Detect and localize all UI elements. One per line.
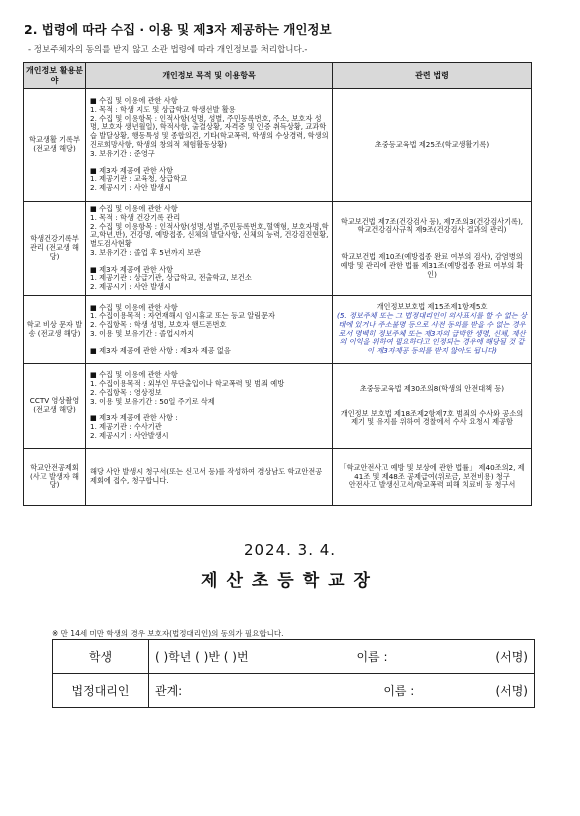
table-row <box>24 296 532 364</box>
guardian-name-label[interactable]: 이름 : <box>383 684 415 698</box>
collect-line: 3. 보유기간 : 준영구 <box>90 148 155 158</box>
collect-heading: ■ 수집 및 이용에 관한 사항 <box>90 96 178 106</box>
row-purpose <box>86 449 333 506</box>
row-law <box>333 449 532 506</box>
law-line: 「학교안전사고 예방 및 보상에 관한 법률」 제40조의2, 제41조 및 제48조 공제급여(위로금, 보전비용) 청구 <box>339 462 525 481</box>
law-line: 초중등교육법 제30조의8(학생의 안전대책 등) <box>359 383 505 393</box>
table-header-row <box>24 63 532 89</box>
student-row <box>53 640 535 674</box>
law-note: (5. 정보주체 또는 그 법정대리인이 의사표시를 할 수 없는 상태에 있거나 주소불명 등으로 사전 동의를 받을 수 없는 경우로서 명백히 정보주체 또는 제3자의 급박한 생명, 신체, 재산의 이익을 위하여 필요하다고 인정되는 경우에 해당될 것 같이 제3자제공 동의를 받지 않아도 됩니다) <box>337 310 527 356</box>
collect-line: 1. 수집이용목적 : 자연재해시 임시휴교 또는 등교 알림문자 <box>90 311 275 321</box>
personal-info-table <box>23 62 532 506</box>
header-law: 관련 법령 <box>333 63 532 89</box>
row-law <box>333 296 532 364</box>
provide-line: 1. 제공기관 : 수사기관 <box>90 422 162 432</box>
row-purpose <box>86 296 333 364</box>
row-law <box>333 364 532 449</box>
header-purpose: 개인정보 목적 및 이용항목 <box>86 63 333 89</box>
law-line: 학교보건법 제10조(예방접종 완료 여부의 검사), 감염병의 예방 및 관리에 관한 법률 제31조(예방접종 완료 여부의 확인) <box>340 252 524 279</box>
provide-line: 1. 제공기관 : 교육청, 상급학교 <box>90 174 188 184</box>
law-line: 학교보건법 제7조(건강검사 등), 제7조의3(건강검사기록), 학교건강검사규칙 제9조(건강검사 결과의 관리) <box>340 216 524 235</box>
purpose-text: 해당 사안 발생시 청구서(또는 신고서 등)를 작성하여 경상남도 학교안전공제회에 접수, 청구합니다. <box>90 467 323 486</box>
row-law <box>333 89 532 202</box>
collect-heading: ■ 수집 및 이용에 관한 사항 <box>90 370 178 380</box>
law-line: 개인정보보호법 제15조제1항제5호 <box>376 302 488 312</box>
law-line: 개인정보 보호법 제18조제2항제7호 범죄의 수사와 공소의 제기 및 유지를 위하여 경찰에서 수사 요청시 제공함 <box>340 408 524 427</box>
provide-line: 1. 제공기관 : 상급기관, 상급학교, 전출학교, 보건소 <box>90 273 252 283</box>
collect-line: 2. 수집 및 이용항목 : 인적사항(성명,성별,주민등록번호,혈액형, 보호자명,학교,학년,반), 건강명, 예방접종, 신체의 발달사항, 신체의 능력, 건강검진현황, 별도검사현황 <box>90 221 329 249</box>
row-category: CCTV 영상촬영 (전교생 해당) <box>24 364 86 449</box>
consent-note: ※ 만 14세 미만 학생의 경우 보호자(법정대리인)의 동의가 필요합니다. <box>52 629 284 638</box>
guardian-sign-label[interactable]: (서명) <box>495 684 528 698</box>
row-law <box>333 202 532 296</box>
row-purpose <box>86 89 333 202</box>
guardian-label: 법정대리인 <box>53 674 149 708</box>
table-row <box>24 364 532 449</box>
guardian-info-cell[interactable] <box>149 674 535 708</box>
collect-heading: ■ 수집 및 이용에 관한 사항 <box>90 204 178 213</box>
provide-line: 2. 제공시기 : 사안 발생시 <box>90 282 171 292</box>
provide-heading: ■ 제3자 제공에 관한 사항 : <box>90 413 178 423</box>
document-date: 2024. 3. 4. <box>243 541 337 559</box>
row-category: 학교 비상 문자 발송 (전교생 해당) <box>24 296 86 364</box>
provide-heading: ■ 제3자 제공에 관한 사항 : 제3자 제공 없음 <box>90 345 231 355</box>
collect-line: 3. 이용 및 보유기간 : 50일 주기로 삭제 <box>90 396 215 406</box>
row-category: 학교생활 기록부 (전교생 해당) <box>24 89 86 202</box>
row-purpose <box>86 364 333 449</box>
header-category: 개인정보 활용분야 <box>24 63 86 89</box>
section-subtitle: - 정보주체자의 동의를 받지 않고 소관 법령에 따라 개인정보를 처리합니다.- <box>28 45 308 55</box>
student-label: 학생 <box>53 640 149 674</box>
guardian-row <box>53 674 535 708</box>
collect-line: 2. 수집 및 이용항목 : 인적사항(성명, 성별, 주민등록번호, 주소, 보호자 성명, 보호자 생년월일), 학적사항, 출결상황, 자격증 및 인증 취득상황, 교과학습 발달상황, 행동특성 및 종합의견, 기타(학교폭력, 학생의 수상경력, 학생의 진로희망사항, 학생의 창의적 체험활동상황) <box>90 113 329 149</box>
row-purpose <box>86 202 333 296</box>
collect-line: 3. 보유기간 : 졸업 후 5년까지 보관 <box>90 247 201 257</box>
provide-heading: ■ 제3자 제공에 관한 사항 <box>90 165 173 175</box>
school-name: 제산초등학교장 <box>201 571 379 591</box>
row-category: 학생건강기록부 관리 (전교생 해당) <box>24 202 86 296</box>
table-row <box>24 202 532 296</box>
student-sign-label[interactable]: (서명) <box>495 650 528 664</box>
consent-table <box>52 639 535 708</box>
table-row <box>24 449 532 506</box>
provide-heading: ■ 제3자 제공에 관한 사항 <box>90 264 173 274</box>
student-name-label[interactable]: 이름 : <box>356 650 388 664</box>
collect-line: 1. 수집이용목적 : 외부인 무단출입이나 학교폭력 및 범죄 예방 <box>90 379 285 389</box>
collect-line: 2. 수집항목 : 학생 성명, 보호자 핸드폰번호 <box>90 320 227 330</box>
collect-line: 1. 목적 : 학생 지도 및 상급학교 학생선발 활용 <box>90 104 236 114</box>
section-title: 2. 법령에 따라 수집 · 이용 및 제3자 제공하는 개인정보 <box>24 22 332 37</box>
row-category: 학교안전공제회 (사고 발생자 해당) <box>24 449 86 506</box>
collect-heading: ■ 수집 및 이용에 관한 사항 <box>90 302 178 312</box>
student-class-fields[interactable]: ( )학년 ( )반 ( )번 <box>155 650 249 664</box>
student-info-cell[interactable] <box>149 640 535 674</box>
collect-line: 1. 목적 : 학생 건강기록 관리 <box>90 212 181 222</box>
law-line: 초중등교육법 제25조(학교생활기록) <box>374 139 490 149</box>
law-line: 안전사고 발생신고서/학교폭력 피해 치료비 등 청구서 <box>348 480 516 490</box>
collect-line: 3. 이용 및 보유기간 : 졸업시까지 <box>90 328 195 338</box>
provide-line: 2. 제공시기 : 사안발생시 <box>90 430 169 440</box>
provide-line: 2. 제공시기 : 사안 발생시 <box>90 183 171 193</box>
table-row <box>24 89 532 202</box>
collect-line: 2. 수집항목 : 영상정보 <box>90 387 162 397</box>
guardian-relation-label[interactable]: 관계: <box>155 684 183 698</box>
